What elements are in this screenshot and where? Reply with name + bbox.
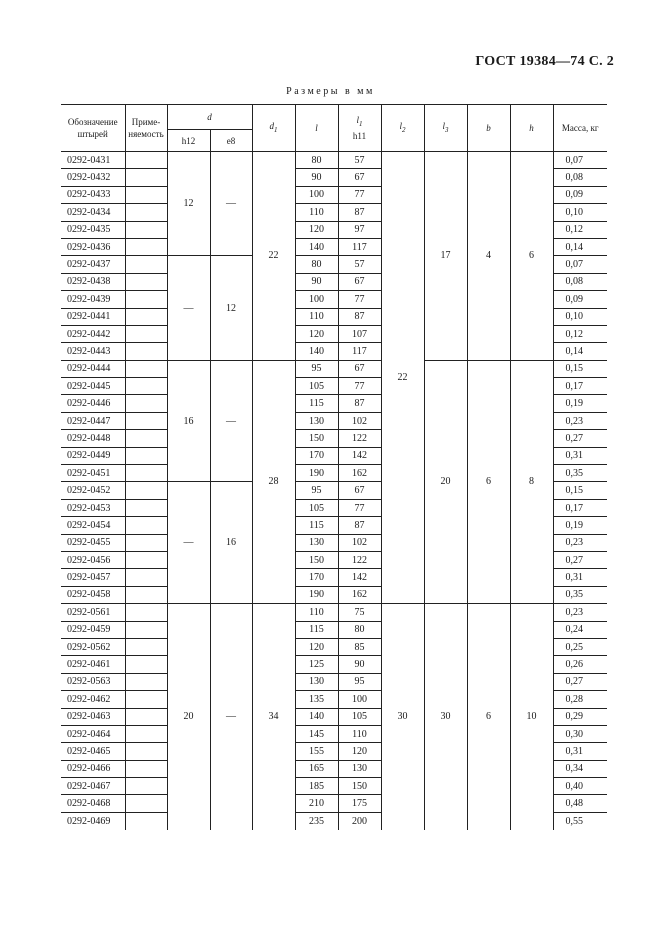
row-mass: 0,40	[553, 778, 607, 795]
row-designation: 0292-0462	[61, 691, 125, 708]
header-l1	[338, 105, 381, 152]
row-mass: 0,35	[553, 586, 607, 603]
row-l: 140	[295, 708, 338, 725]
header-l1-label: $l_1$	[356, 115, 363, 128]
group-l3: 30	[424, 604, 467, 830]
row-l1: 117	[338, 238, 381, 255]
table-row	[61, 360, 607, 377]
row-applicability	[125, 186, 167, 203]
header-b: b	[467, 105, 510, 152]
group-d-h12: 16	[167, 360, 210, 482]
row-designation: 0292-0434	[61, 204, 125, 221]
row-applicability	[125, 273, 167, 290]
row-l1: 200	[338, 812, 381, 829]
row-applicability	[125, 725, 167, 742]
row-mass: 0,15	[553, 360, 607, 377]
row-applicability	[125, 795, 167, 812]
row-designation: 0292-0452	[61, 482, 125, 499]
row-mass: 0,09	[553, 186, 607, 203]
row-designation: 0292-0444	[61, 360, 125, 377]
row-l: 235	[295, 812, 338, 829]
row-l1: 80	[338, 621, 381, 638]
row-l1: 77	[338, 378, 381, 395]
row-l1: 117	[338, 343, 381, 360]
group-b: 6	[467, 360, 510, 603]
row-mass: 0,48	[553, 795, 607, 812]
row-l1: 57	[338, 152, 381, 169]
row-l: 90	[295, 273, 338, 290]
header-d1	[252, 105, 295, 152]
row-l1: 142	[338, 447, 381, 464]
row-applicability	[125, 291, 167, 308]
row-l: 110	[295, 204, 338, 221]
row-l: 110	[295, 308, 338, 325]
row-l1: 87	[338, 517, 381, 534]
row-mass: 0,27	[553, 430, 607, 447]
row-applicability	[125, 204, 167, 221]
row-designation: 0292-0451	[61, 465, 125, 482]
row-mass: 0,34	[553, 760, 607, 777]
row-l1: 67	[338, 273, 381, 290]
table-header	[61, 105, 607, 152]
row-designation: 0292-0561	[61, 604, 125, 621]
row-applicability	[125, 673, 167, 690]
row-designation: 0292-0439	[61, 291, 125, 308]
row-designation: 0292-0458	[61, 586, 125, 603]
row-applicability	[125, 152, 167, 169]
header-d: d	[167, 105, 252, 130]
row-designation: 0292-0435	[61, 221, 125, 238]
row-applicability	[125, 534, 167, 551]
row-l: 210	[295, 795, 338, 812]
row-l: 115	[295, 517, 338, 534]
row-mass: 0,29	[553, 708, 607, 725]
row-designation: 0292-0437	[61, 256, 125, 273]
row-designation: 0292-0468	[61, 795, 125, 812]
row-mass: 0,14	[553, 238, 607, 255]
row-l: 140	[295, 238, 338, 255]
group-b: 6	[467, 604, 510, 830]
row-l: 130	[295, 534, 338, 551]
row-applicability	[125, 708, 167, 725]
row-mass: 0,19	[553, 517, 607, 534]
row-l: 130	[295, 673, 338, 690]
row-mass: 0,23	[553, 412, 607, 429]
row-mass: 0,26	[553, 656, 607, 673]
row-designation: 0292-0459	[61, 621, 125, 638]
row-designation: 0292-0446	[61, 395, 125, 412]
row-l1: 107	[338, 325, 381, 342]
row-mass: 0,23	[553, 534, 607, 551]
row-applicability	[125, 569, 167, 586]
header-designation: Обозначение штырей	[61, 105, 125, 152]
row-designation: 0292-0465	[61, 743, 125, 760]
group-b: 4	[467, 152, 510, 361]
row-mass: 0,23	[553, 604, 607, 621]
row-l1: 100	[338, 691, 381, 708]
row-l1: 77	[338, 291, 381, 308]
row-l1: 120	[338, 743, 381, 760]
row-l1: 175	[338, 795, 381, 812]
row-l: 95	[295, 360, 338, 377]
row-l: 105	[295, 378, 338, 395]
row-mass: 0,24	[553, 621, 607, 638]
row-mass: 0,30	[553, 725, 607, 742]
row-l1: 105	[338, 708, 381, 725]
row-mass: 0,15	[553, 482, 607, 499]
row-mass: 0,09	[553, 291, 607, 308]
header-h: h	[510, 105, 553, 152]
row-l: 100	[295, 186, 338, 203]
row-l: 115	[295, 621, 338, 638]
row-l: 125	[295, 656, 338, 673]
group-d-h12: —	[167, 482, 210, 604]
group-d-h12: 20	[167, 604, 210, 830]
row-applicability	[125, 638, 167, 655]
row-designation: 0292-0562	[61, 638, 125, 655]
table-caption: Размеры в мм	[286, 86, 375, 97]
row-mass: 0,07	[553, 256, 607, 273]
group-d-e8: 16	[210, 482, 252, 604]
row-l: 90	[295, 169, 338, 186]
row-l1: 95	[338, 673, 381, 690]
row-mass: 0,27	[553, 673, 607, 690]
row-designation: 0292-0563	[61, 673, 125, 690]
group-d1: 22	[252, 152, 295, 361]
row-applicability	[125, 812, 167, 829]
row-applicability	[125, 378, 167, 395]
group-d-e8: 12	[210, 256, 252, 360]
row-l: 120	[295, 221, 338, 238]
row-designation: 0292-0447	[61, 412, 125, 429]
row-designation: 0292-0433	[61, 186, 125, 203]
row-l1: 142	[338, 569, 381, 586]
header-applicability: Приме-няемость	[125, 105, 167, 152]
row-applicability	[125, 343, 167, 360]
row-l1: 162	[338, 586, 381, 603]
row-applicability	[125, 430, 167, 447]
row-mass: 0,17	[553, 499, 607, 516]
header-d-h12: h12	[167, 130, 210, 152]
header-l3: $l_3$	[424, 105, 467, 152]
group-d-h12: —	[167, 256, 210, 360]
row-applicability	[125, 308, 167, 325]
row-mass: 0,31	[553, 569, 607, 586]
header-d-e8: e8	[210, 130, 252, 152]
row-mass: 0,55	[553, 812, 607, 829]
row-l1: 75	[338, 604, 381, 621]
row-l: 185	[295, 778, 338, 795]
row-l1: 130	[338, 760, 381, 777]
row-l: 100	[295, 291, 338, 308]
row-applicability	[125, 760, 167, 777]
row-applicability	[125, 691, 167, 708]
row-l1: 87	[338, 308, 381, 325]
row-applicability	[125, 621, 167, 638]
row-applicability	[125, 604, 167, 621]
row-applicability	[125, 238, 167, 255]
row-applicability	[125, 743, 167, 760]
row-mass: 0,35	[553, 465, 607, 482]
table-row	[61, 152, 607, 169]
row-designation: 0292-0441	[61, 308, 125, 325]
row-mass: 0,08	[553, 273, 607, 290]
row-designation: 0292-0464	[61, 725, 125, 742]
row-l1: 57	[338, 256, 381, 273]
row-l1: 122	[338, 430, 381, 447]
group-l2: 22	[381, 152, 424, 604]
row-mass: 0,12	[553, 325, 607, 342]
group-l3: 17	[424, 152, 467, 361]
group-d1: 34	[252, 604, 295, 830]
row-designation: 0292-0455	[61, 534, 125, 551]
row-l1: 85	[338, 638, 381, 655]
row-designation: 0292-0431	[61, 152, 125, 169]
row-l: 80	[295, 256, 338, 273]
page-header: ГОСТ 19384—74 С. 2	[475, 54, 614, 69]
row-mass: 0,10	[553, 204, 607, 221]
row-mass: 0,10	[553, 308, 607, 325]
table-body	[61, 152, 607, 830]
group-l3: 20	[424, 360, 467, 603]
row-applicability	[125, 447, 167, 464]
header-l2: $l_2$	[381, 105, 424, 152]
header-l: l	[295, 105, 338, 152]
row-designation: 0292-0445	[61, 378, 125, 395]
row-applicability	[125, 551, 167, 568]
row-applicability	[125, 325, 167, 342]
row-applicability	[125, 395, 167, 412]
group-h: 10	[510, 604, 553, 830]
row-l1: 77	[338, 499, 381, 516]
row-designation: 0292-0467	[61, 778, 125, 795]
row-l: 190	[295, 586, 338, 603]
row-applicability	[125, 256, 167, 273]
row-l1: 102	[338, 534, 381, 551]
row-l1: 97	[338, 221, 381, 238]
row-l1: 150	[338, 778, 381, 795]
group-d-e8: —	[210, 360, 252, 482]
row-mass: 0,07	[553, 152, 607, 169]
row-l: 80	[295, 152, 338, 169]
row-l: 105	[295, 499, 338, 516]
row-applicability	[125, 221, 167, 238]
row-applicability	[125, 586, 167, 603]
row-l1: 87	[338, 204, 381, 221]
row-applicability	[125, 360, 167, 377]
row-designation: 0292-0448	[61, 430, 125, 447]
row-l1: 67	[338, 169, 381, 186]
header-l1-tolerance: h11	[352, 130, 367, 141]
row-l1: 67	[338, 482, 381, 499]
row-applicability	[125, 412, 167, 429]
row-l: 165	[295, 760, 338, 777]
group-d-h12: 12	[167, 152, 210, 256]
row-l: 145	[295, 725, 338, 742]
row-designation: 0292-0457	[61, 569, 125, 586]
row-applicability	[125, 169, 167, 186]
row-designation: 0292-0456	[61, 551, 125, 568]
group-h: 8	[510, 360, 553, 603]
table-row	[61, 604, 607, 621]
group-l2: 30	[381, 604, 424, 830]
row-l1: 90	[338, 656, 381, 673]
group-d-e8: —	[210, 152, 252, 256]
row-mass: 0,19	[553, 395, 607, 412]
row-applicability	[125, 499, 167, 516]
row-designation: 0292-0443	[61, 343, 125, 360]
row-l1: 77	[338, 186, 381, 203]
group-d-e8: —	[210, 604, 252, 830]
row-l: 115	[295, 395, 338, 412]
row-l: 120	[295, 638, 338, 655]
row-l: 95	[295, 482, 338, 499]
row-designation: 0292-0461	[61, 656, 125, 673]
row-mass: 0,17	[553, 378, 607, 395]
row-l: 135	[295, 691, 338, 708]
row-mass: 0,28	[553, 691, 607, 708]
row-l: 155	[295, 743, 338, 760]
row-l: 130	[295, 412, 338, 429]
row-designation: 0292-0432	[61, 169, 125, 186]
row-mass: 0,12	[553, 221, 607, 238]
row-l: 190	[295, 465, 338, 482]
dimensions-table	[61, 104, 607, 830]
row-mass: 0,08	[553, 169, 607, 186]
row-mass: 0,14	[553, 343, 607, 360]
row-l: 150	[295, 430, 338, 447]
row-l: 170	[295, 569, 338, 586]
header-d1-label: $d_1$	[269, 121, 278, 134]
row-designation: 0292-0463	[61, 708, 125, 725]
row-designation: 0292-0438	[61, 273, 125, 290]
row-l: 140	[295, 343, 338, 360]
row-applicability	[125, 482, 167, 499]
row-designation: 0292-0454	[61, 517, 125, 534]
group-h: 6	[510, 152, 553, 361]
row-l1: 87	[338, 395, 381, 412]
header-mass: Масса, кг	[553, 105, 607, 152]
row-applicability	[125, 465, 167, 482]
row-mass: 0,31	[553, 447, 607, 464]
row-l1: 162	[338, 465, 381, 482]
row-l1: 122	[338, 551, 381, 568]
row-l1: 110	[338, 725, 381, 742]
row-designation: 0292-0449	[61, 447, 125, 464]
row-applicability	[125, 656, 167, 673]
row-designation: 0292-0469	[61, 812, 125, 829]
row-l: 150	[295, 551, 338, 568]
row-l1: 102	[338, 412, 381, 429]
row-l: 120	[295, 325, 338, 342]
row-applicability	[125, 778, 167, 795]
row-designation: 0292-0466	[61, 760, 125, 777]
row-mass: 0,25	[553, 638, 607, 655]
row-l: 170	[295, 447, 338, 464]
row-mass: 0,27	[553, 551, 607, 568]
row-l1: 67	[338, 360, 381, 377]
row-designation: 0292-0453	[61, 499, 125, 516]
group-d1: 28	[252, 360, 295, 603]
row-l: 110	[295, 604, 338, 621]
row-applicability	[125, 517, 167, 534]
row-mass: 0,31	[553, 743, 607, 760]
row-designation: 0292-0442	[61, 325, 125, 342]
row-designation: 0292-0436	[61, 238, 125, 255]
